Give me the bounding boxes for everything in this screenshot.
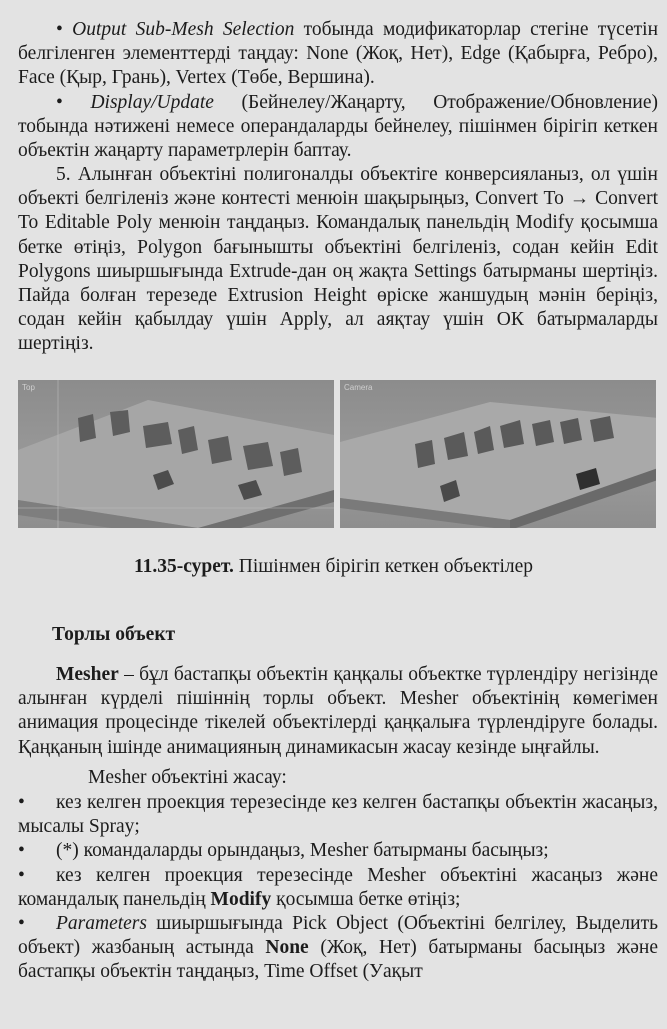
bullet: •	[56, 19, 63, 40]
paragraph-text: – бұл бастапқы объектін қаңқалы объектке түрлендіру негізінде алынған күрделі пішіннің торлы объект. Mesher объектінің көмегімен анимация процесінде тікелей объектілерді қаңқалыға түрлендіруге болады. Қаңқаның ішінде анимацияның динамикасын жасау кезінде ыңғайлы.	[18, 664, 658, 758]
list-item	[18, 912, 658, 985]
term-parameters: Parameters	[56, 913, 147, 934]
bullet: •	[18, 792, 25, 813]
list-item-text: (Жоқ, Нет) батырманы басыңыз және бастапқы объектін таңдаңыз, Time Offset (Уақыт	[18, 937, 658, 983]
bullet: •	[18, 913, 25, 934]
bullet: •	[18, 840, 25, 861]
list-item-text: шиыршығында Pick Object (Объектіні белгілеу, Выделить объект) жазбаның астында	[18, 913, 658, 959]
figure-left	[18, 380, 334, 528]
list-item	[18, 839, 658, 863]
caption-text: Пішінмен бірігіп кеткен объектілер	[233, 556, 534, 577]
bullet: •	[18, 865, 25, 886]
figure-left-render	[18, 380, 334, 528]
term-display-update: Display/Update	[90, 92, 214, 113]
paragraph-text: (Бейнелеу/Жаңарту, Отображение/Обновление) тобында нәтижені немесе операндаларды бейнелеу, пішінмен бірігіп кеткен объектін жаңарту параметрлерін баптау.	[18, 92, 659, 162]
list-item-text: кез келген проекция терезесінде кез келген бастапқы объектін жасаңыз, мысалы Spray;	[18, 792, 658, 838]
paragraph-text: тобында модификаторлар стегіне түсетін белгіленген элементтерді таңдау: None (Жоқ, Нет), Edge (Қабырға, Ребро), Face (Қыр, Грань), Vertex (Төбе, Вершина).	[18, 19, 658, 89]
viewport-label: Camera	[344, 383, 373, 392]
viewport-label: Top	[22, 383, 35, 392]
list-item	[18, 791, 658, 839]
list-item-text: кез келген проекция терезесінде Mesher объектіні жасаңыз және командалық панельдің	[18, 865, 658, 911]
figure-pair	[18, 380, 658, 528]
paragraph-output-sub-mesh	[18, 18, 658, 91]
term-modify: Modify	[210, 889, 272, 911]
list-item-text: (*) командаларды орындаңыз, Mesher батырманы басыңыз;	[56, 840, 549, 861]
paragraph-create-mesher: Mesher объектіні жасау:	[88, 767, 287, 788]
list-item-text: қосымша бетке өтіңіз;	[271, 889, 461, 911]
paragraph-display-update	[18, 91, 658, 164]
term-mesher: Mesher	[56, 664, 119, 685]
list-item	[18, 864, 658, 912]
figure-right	[340, 380, 656, 528]
term-none: None	[265, 937, 309, 959]
term-output-sub-mesh: Output Sub-Mesh Selection	[72, 19, 295, 40]
figure-right-render	[340, 380, 656, 528]
paragraph-step-5: 5. Алынған объектіні полигоналды объектіге конверсияланыз, ол үшін объекті белгіленіз және контесті менюін шақырыңыз, Convert To → Convert To Editable Poly менюін таңдаңыз. Командалық панельдің Modify қосымша бетке өтіңіз, Polygon бағынышты объектіні белгіленіз, содан кейін Edit Polygons шиыршығында Extrude-дан оң жақта Settings батырманы шертіңіз. Пайда болған терезеде Extrusion Height өріске жаншудың мәнін беріңіз, содан кейін қабылдау үшін Apply, ал аяқтау үшін ОК батырмаларды шертіңіз.	[18, 164, 658, 355]
bullet: •	[56, 92, 63, 113]
section-heading: Торлы объект	[52, 624, 176, 645]
caption-number: 11.35-сурет.	[133, 556, 234, 577]
figure-caption	[0, 556, 667, 578]
paragraph-mesher	[18, 663, 658, 760]
